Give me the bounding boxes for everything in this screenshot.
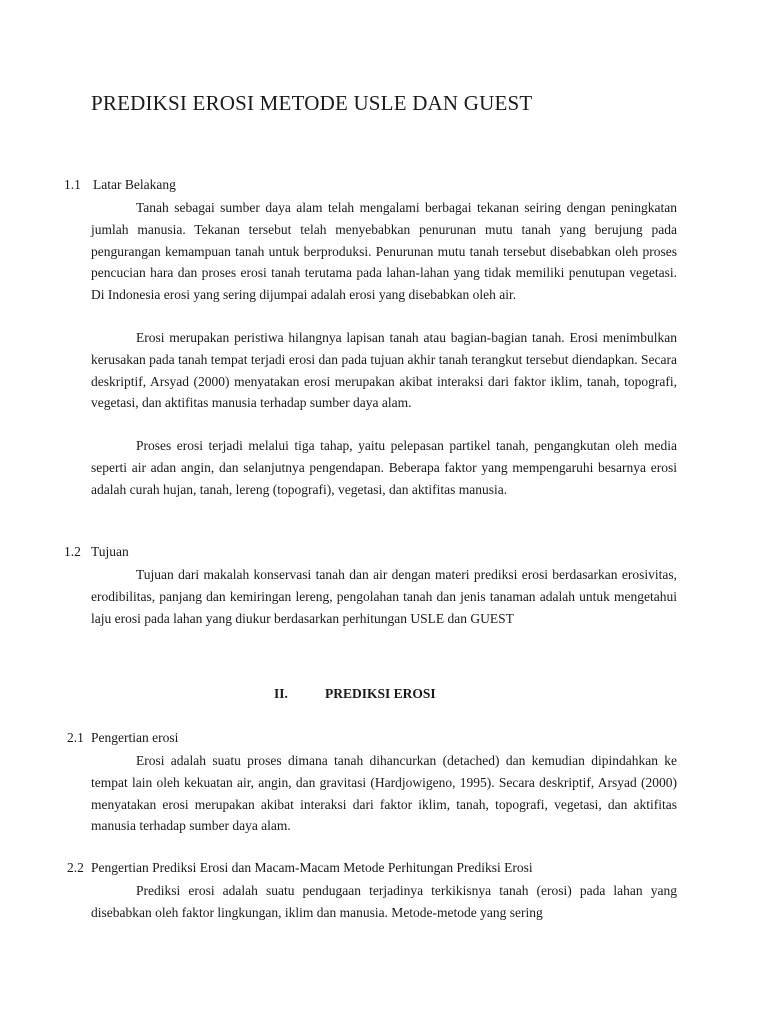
section-title: Pengertian Prediksi Erosi dan Macam-Macam Metode Perhitungan Prediksi Erosi	[91, 860, 533, 875]
chapter-number: II.	[274, 686, 288, 701]
document-title: PREDIKSI EROSI METODE USLE DAN GUEST	[91, 91, 533, 115]
section-number: 2.1	[67, 730, 84, 745]
paragraph: Prediksi erosi adalah suatu pendugaan terjadinya terkikisnya tanah (erosi) pada lahan yang disebabkan oleh faktor lingkungan, iklim dan manusia. Metode-metode yang sering	[91, 883, 677, 920]
section-title: Latar Belakang	[93, 177, 176, 192]
paragraph: Tujuan dari makalah konservasi tanah dan air dengan materi prediksi erosi berdasarkan erosivitas, erodibilitas, panjang dan kemiringan lereng, pengolahan tanah dan jenis tanaman adalah untuk mengetahui laju erosi pada lahan yang diukur berdasarkan perhitungan USLE dan GUEST	[91, 567, 677, 626]
section-heading-2-2	[67, 860, 533, 876]
section-number: 1.2	[64, 544, 81, 559]
paragraph: Tanah sebagai sumber daya alam telah mengalami berbagai tekanan seiring dengan peningkatan jumlah manusia. Tekanan tersebut telah menyebabkan penurunan mutu tanah yang berujung pada pengurangan kemampuan tanah untuk berproduksi. Penurunan mutu tanah tersebut disebabkan oleh proses pencucian hara dan proses erosi tanah terutama pada lahan-lahan yang tidak memiliki penutupan vegetasi. Di Indonesia erosi yang sering dijumpai adalah erosi yang disebabkan oleh air.	[91, 200, 677, 303]
section-heading-2-1	[67, 730, 178, 746]
paragraph: Erosi merupakan peristiwa hilangnya lapisan tanah atau bagian-bagian tanah. Erosi menimbulkan kerusakan pada tanah tempat terjadi erosi dan pada tujuan akhir tanah terangkut tersebut diendapkan. Secara deskriptif, Arsyad (2000) menyatakan erosi merupakan akibat interaksi dari faktor iklim, tanah, topografi, vegetasi, dan aktifitas manusia terhadap sumber daya alam.	[91, 330, 677, 411]
section-heading-1-2	[64, 544, 129, 560]
chapter-title: PREDIKSI EROSI	[325, 686, 436, 701]
section-number: 2.2	[67, 860, 84, 875]
section-heading-1-1	[64, 177, 176, 193]
paragraph: Proses erosi terjadi melalui tiga tahap, yaitu pelepasan partikel tanah, pengangkutan oleh media seperti air adan angin, dan selanjutnya pengendapan. Beberapa faktor yang mempengaruhi besarnya erosi adalah curah hujan, tanah, lereng (topografi), vegetasi, dan aktifitas manusia.	[91, 438, 677, 497]
section-number: 1.1	[64, 177, 81, 192]
paragraph: Erosi adalah suatu proses dimana tanah dihancurkan (detached) dan kemudian dipindahkan ke tempat lain oleh kekuatan air, angin, dan gravitasi (Hardjowigeno, 1995). Secara deskriptif, Arsyad (2000) menyatakan erosi merupakan akibat interaksi dari faktor iklim, tanah, topografi, vegetasi, dan aktifitas manusia terhadap sumber daya alam.	[91, 753, 677, 834]
section-title: Tujuan	[91, 544, 129, 559]
section-title: Pengertian erosi	[91, 730, 179, 745]
